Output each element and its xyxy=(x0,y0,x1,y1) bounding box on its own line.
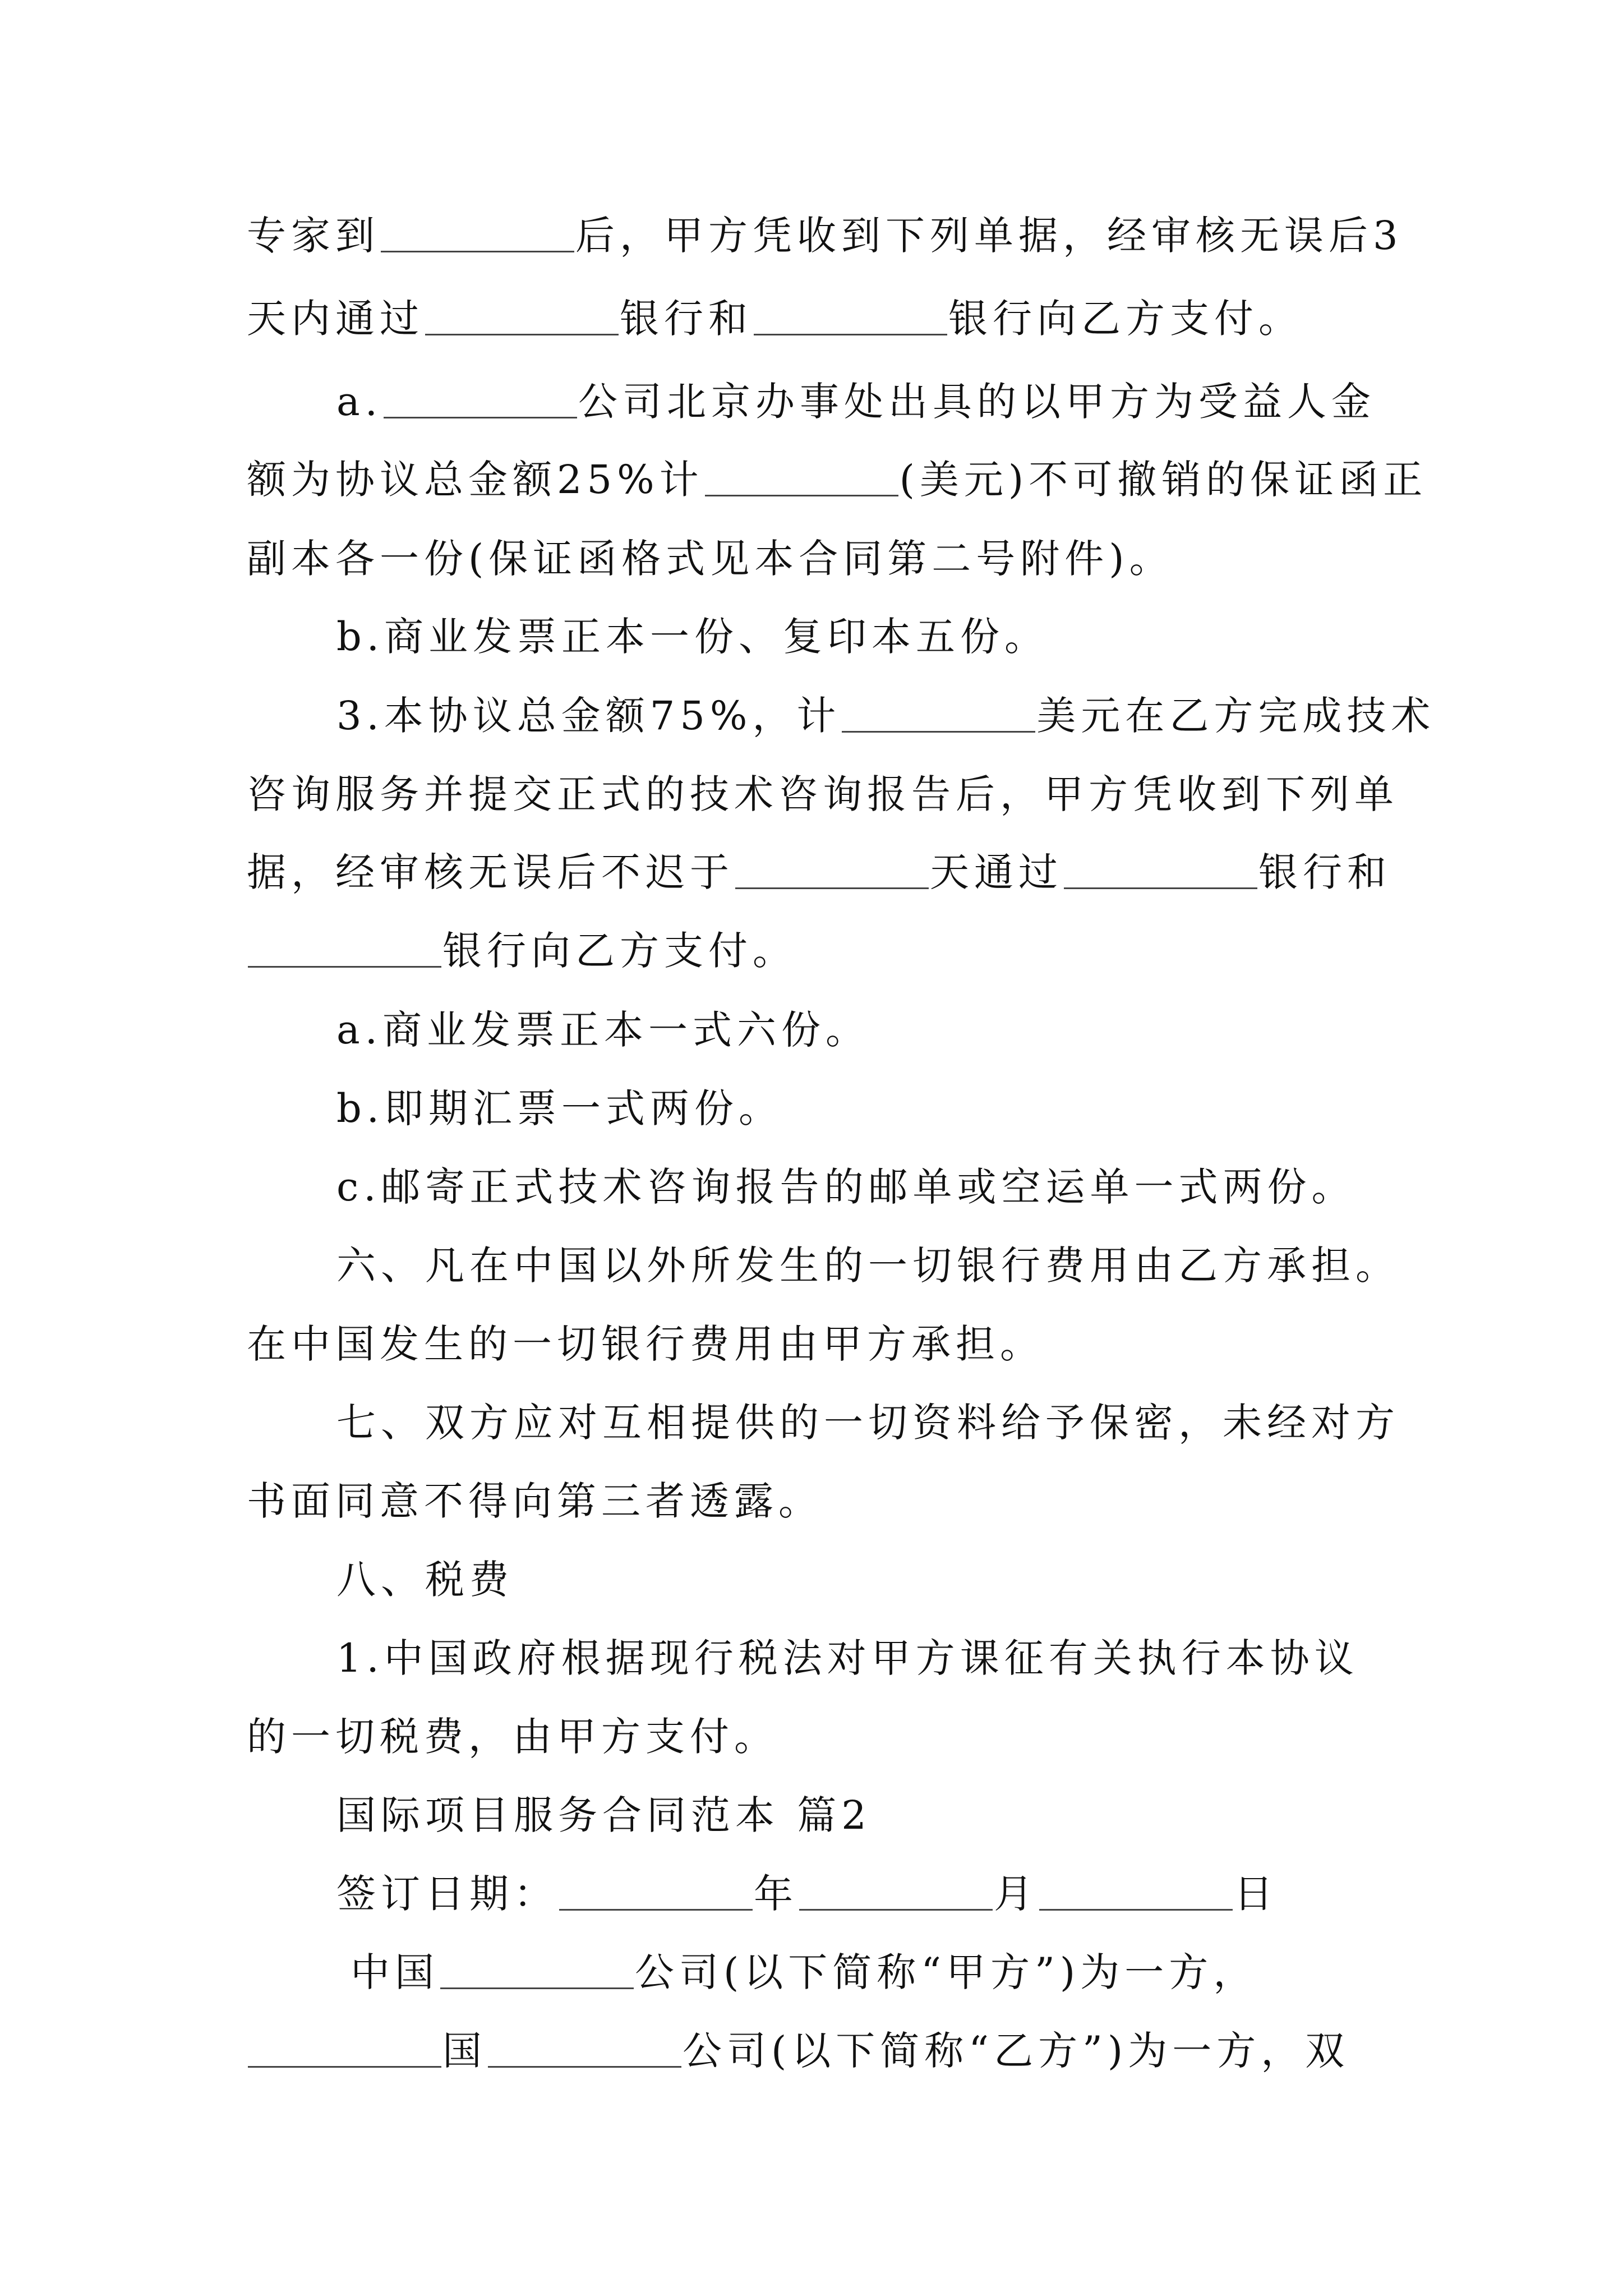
fill-in-blank xyxy=(1064,848,1257,889)
text-segment: 日 xyxy=(1234,1871,1278,1917)
fill-in-blank xyxy=(735,848,929,889)
text-segment: 银行向乙方支付。 xyxy=(948,296,1303,342)
text-segment: 咨询服务并提交正式的技术咨询报告后，甲方凭收到下列单 xyxy=(247,771,1399,817)
text-line xyxy=(247,1709,778,1765)
text-segment: 3.本协议总金额75%，计 xyxy=(336,693,841,739)
fill-in-blank xyxy=(425,295,619,335)
text-segment: 的一切税费，由甲方支付。 xyxy=(247,1714,778,1760)
text-line xyxy=(336,609,1049,665)
text-segment: 据，经审核无误后不迟于 xyxy=(247,849,734,895)
text-segment: 国际项目服务合同范本 篇2 xyxy=(336,1792,872,1838)
text-line xyxy=(247,291,1303,347)
fill-in-blank xyxy=(559,1870,753,1911)
text-segment: 月 xyxy=(994,1871,1038,1917)
text-segment: 公司(以下简称“乙方”)为一方，双 xyxy=(683,2028,1350,2074)
text-line xyxy=(336,1630,1359,1686)
text-segment: 在中国发生的一切银行费用由甲方承担。 xyxy=(247,1321,1044,1367)
text-segment: 七、双方应对互相提供的一切资料给予保密，未经对方 xyxy=(336,1400,1400,1446)
fill-in-blank xyxy=(488,2027,681,2068)
text-segment: 额为协议总金额25%计 xyxy=(247,457,704,503)
fill-in-blank xyxy=(705,455,898,496)
text-segment: 银行和 xyxy=(620,296,753,342)
fill-in-blank xyxy=(754,295,947,335)
text-segment: 美元在乙方完成技术 xyxy=(1036,693,1436,739)
fill-in-blank xyxy=(384,378,577,418)
text-line xyxy=(247,452,1427,508)
text-segment: 八、税费 xyxy=(336,1557,514,1603)
document-title xyxy=(336,1787,872,1843)
text-segment: b.即期汇票一式两份。 xyxy=(336,1085,783,1131)
text-segment: 后，甲方凭收到下列单据，经审核无误后3 xyxy=(575,213,1403,259)
fill-in-blank xyxy=(799,1870,993,1911)
text-segment: 国 xyxy=(442,2028,487,2074)
text-segment: c.邮寄正式技术咨询报告的邮单或空运单一式两份。 xyxy=(336,1164,1356,1210)
text-line xyxy=(351,1944,1257,2000)
text-line xyxy=(247,923,797,979)
text-segment: b.商业发票正本一份、复印本五份。 xyxy=(336,614,1049,660)
text-segment: 天内通过 xyxy=(247,296,424,342)
text-segment: 专家到 xyxy=(247,213,380,259)
text-segment: 银行向乙方支付。 xyxy=(442,928,797,974)
fill-in-blank xyxy=(248,2027,441,2068)
text-line xyxy=(336,1080,783,1137)
text-segment: 天通过 xyxy=(930,849,1063,895)
text-line xyxy=(336,688,1435,744)
text-line xyxy=(336,1395,1400,1451)
text-line xyxy=(336,1002,870,1058)
text-segment: (美元)不可撤销的保证函正 xyxy=(899,457,1428,503)
text-segment: 中国 xyxy=(351,1949,439,1995)
text-segment: 签订日期： xyxy=(336,1871,558,1917)
fill-in-blank xyxy=(842,692,1035,733)
text-segment: 公司(以下简称“甲方”)为一方， xyxy=(635,1949,1258,1995)
text-segment: a.商业发票正本一式六份。 xyxy=(336,1007,870,1053)
fill-in-blank xyxy=(248,927,441,968)
fill-in-blank xyxy=(440,1948,634,1989)
text-segment: 六、凡在中国以外所发生的一切银行费用由乙方承担。 xyxy=(336,1243,1400,1289)
signing-date-line xyxy=(336,1866,1278,1922)
text-segment: 公司北京办事处出具的以甲方为受益人金 xyxy=(578,379,1376,425)
text-segment: 副本各一份(保证函格式见本合同第二号附件)。 xyxy=(247,536,1174,582)
text-segment: 1.中国政府根据现行税法对甲方课征有关执行本协议 xyxy=(336,1635,1359,1681)
text-line xyxy=(247,531,1174,587)
text-line xyxy=(247,208,1403,264)
text-segment: 银行和 xyxy=(1258,849,1391,895)
text-line xyxy=(336,1159,1355,1215)
text-segment: 年 xyxy=(754,1871,798,1917)
text-line xyxy=(247,766,1399,822)
text-line xyxy=(247,1316,1044,1372)
text-line xyxy=(336,1237,1400,1294)
fill-in-blank xyxy=(381,211,574,252)
section-heading xyxy=(336,1552,514,1608)
text-segment: a. xyxy=(336,379,382,425)
text-line xyxy=(247,2023,1349,2079)
fill-in-blank xyxy=(1039,1870,1233,1911)
text-segment: 书面同意不得向第三者透露。 xyxy=(247,1478,823,1524)
text-line xyxy=(247,1473,823,1529)
text-line xyxy=(336,374,1376,430)
text-line xyxy=(247,844,1391,900)
